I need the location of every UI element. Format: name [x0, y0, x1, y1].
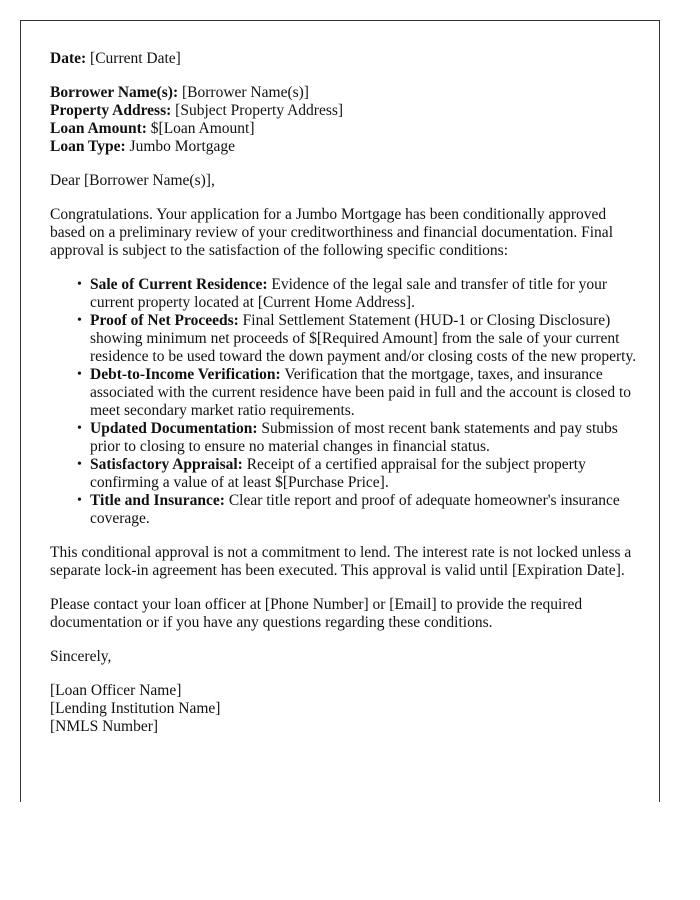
intro-paragraph: Congratulations. Your application for a Jumbo Mortgage has been conditionally approved based on a preliminary review of your creditworthiness and financial documentation. Final approval is subject to the satisfaction of the following specific conditions:: [50, 206, 613, 259]
date-block: [50, 50, 640, 68]
salutation: Dear [Borrower Name(s)],: [50, 172, 215, 189]
condition-text: Receipt of a certified appraisal for the subject property confirming a value of at least $[Purchase Price].: [90, 456, 586, 491]
condition-text: Submission of most recent bank statements and pay stubs prior to closing to ensure no material changes in financial status.: [90, 420, 618, 455]
loan-type-label: Loan Type:: [50, 138, 126, 155]
borrower-name-line: [50, 84, 640, 102]
condition-text: Verification that the mortgage, taxes, and insurance associated with the current residence have been paid in full and the account is closed to meet secondary market ratio requirements.: [90, 366, 632, 419]
condition-text: Final Settlement Statement (HUD-1 or Closing Disclosure) showing minimum net proceeds of $[Required Amount] from the sale of your current residence to be used toward the down payment and/or closing costs of the new property.: [90, 312, 637, 365]
contact-paragraph: Please contact your loan officer at [Phone Number] or [Email] to provide the required documentation or if you have any questions regarding these conditions.: [50, 596, 583, 631]
borrower-name-label: Borrower Name(s):: [50, 84, 179, 101]
loan-type-value: Jumbo Mortgage: [129, 138, 236, 155]
conditions-list: [50, 276, 640, 528]
condition-item-dti: [77, 366, 640, 420]
loan-amount-label: Loan Amount:: [50, 120, 147, 137]
condition-item-sale: [77, 276, 640, 312]
date-value: [Current Date]: [90, 50, 181, 67]
condition-title: Proof of Net Proceeds:: [90, 312, 239, 329]
property-address-value: [Subject Property Address]: [175, 102, 344, 119]
nmls-number: [NMLS Number]: [50, 718, 159, 735]
condition-title: Satisfactory Appraisal:: [90, 456, 243, 473]
condition-item-appraisal: [77, 456, 640, 492]
condition-item-documentation: [77, 420, 640, 456]
condition-title: Sale of Current Residence:: [90, 276, 268, 293]
property-address-line: [50, 102, 640, 120]
loan-officer-name: [Loan Officer Name]: [50, 682, 182, 699]
closing: Sincerely,: [50, 648, 112, 665]
date-line: [50, 50, 640, 68]
bullet-icon: •: [77, 457, 82, 472]
loan-amount-value: $[Loan Amount]: [150, 120, 255, 137]
bullet-icon: •: [77, 313, 82, 328]
lending-institution-name: [Lending Institution Name]: [50, 700, 221, 717]
letter-content: [50, 50, 640, 736]
date-label: Date:: [50, 50, 87, 67]
condition-item-proceeds: [77, 312, 640, 366]
loan-details-block: [50, 84, 640, 156]
condition-title: Debt-to-Income Verification:: [90, 366, 281, 383]
bullet-icon: •: [77, 277, 82, 292]
loan-amount-line: [50, 120, 640, 138]
condition-title: Updated Documentation:: [90, 420, 258, 437]
bullet-icon: •: [77, 367, 82, 382]
condition-text: Evidence of the legal sale and transfer of title for your current property located at [Current Home Address].: [90, 276, 608, 311]
loan-type-line: [50, 138, 640, 156]
condition-text: Clear title report and proof of adequate homeowner's insurance coverage.: [90, 492, 620, 527]
condition-item-title-insurance: [77, 492, 640, 528]
property-address-label: Property Address:: [50, 102, 172, 119]
borrower-name-value: [Borrower Name(s)]: [182, 84, 309, 101]
condition-title: Title and Insurance:: [90, 492, 225, 509]
disclaimer-paragraph: This conditional approval is not a commitment to lend. The interest rate is not locked unless a separate lock-in agreement has been executed. This approval is valid until [Expiration Date].: [50, 544, 632, 579]
bullet-icon: •: [77, 421, 82, 436]
signature-block: [50, 682, 640, 736]
bullet-icon: •: [77, 493, 82, 508]
letter-page: [20, 20, 660, 802]
